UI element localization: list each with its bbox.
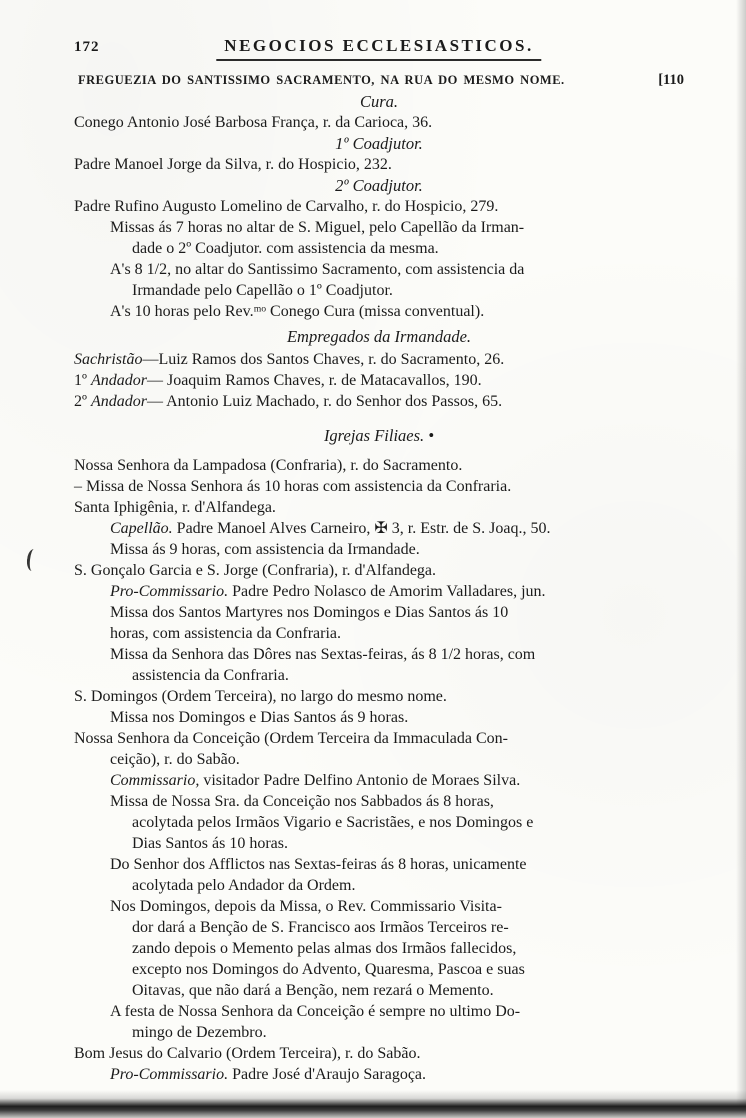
section-heading-row	[78, 72, 684, 89]
document-line: A's 10 horas pelo Rev.ᵐᵒ Conego Cura (missa conventual).	[110, 303, 485, 320]
document-line: – Missa de Nossa Senhora ás 10 horas com assistencia da Confraria.	[74, 478, 512, 495]
document-line: Pro-Commissario. Padre Pedro Nolasco de Amorim Valladares, jun.	[110, 583, 546, 600]
document-line: Do Senhor dos Afflictos nas Sextas-feiras ás 8 horas, unicamente	[110, 856, 527, 873]
document-line: Nossa Senhora da Lampadosa (Confraria), r. do Sacramento.	[74, 457, 463, 474]
document-line: Nos Domingos, depois da Missa, o Rev. Commissario Visita-	[110, 898, 502, 915]
page-number: 172	[74, 39, 100, 55]
document-line: Capellão. Padre Manoel Alves Carneiro, ✠ 3, r. Estr. de S. Joaq., 50.	[110, 520, 551, 537]
line-lead: Sachristão	[74, 351, 143, 368]
document-line: Padre Rufino Augusto Lomelino de Carvalho, r. do Hospicio, 279.	[74, 198, 499, 215]
document-line: 1º Andador— Joaquim Ramos Chaves, r. de Matacavallos, 190.	[74, 372, 482, 389]
scan-bottom-artifact	[0, 1090, 746, 1118]
scan-edge-shadow	[736, 0, 746, 1118]
line-lead: Commissario,	[110, 772, 200, 789]
document-line: Missa da Senhora das Dôres nas Sextas-feiras, ás 8 1/2 horas, com	[110, 646, 536, 663]
document-line: Missa dos Santos Martyres nos Domingos e Dias Santos ás 10	[110, 604, 509, 621]
document-subheading: Empregados da Irmandade.	[286, 327, 472, 346]
document-line: Padre Manoel Jorge da Silva, r. do Hospicio, 232.	[74, 156, 392, 173]
line-lead: Capellão.	[110, 520, 173, 537]
document-line: Irmandade pelo Capellão o 1º Coadjutor.	[132, 282, 393, 299]
document-line: mingo de Dezembro.	[132, 1024, 267, 1041]
document-line: Commissario, visitador Padre Delfino Antonio de Moraes Silva.	[110, 772, 521, 789]
document-line: ceição), r. do Sabão.	[110, 751, 240, 768]
document-line: Missa nos Domingos e Dias Santos ás 9 horas.	[110, 709, 409, 726]
section-heading: FREGUEZIA DO SANTISSIMO SACRAMENTO, NA RUA DO MESMO NOME.	[78, 73, 565, 87]
document-line: horas, com assistencia da Confraria.	[110, 625, 342, 642]
line-lead: Andador	[90, 372, 147, 389]
column-reference: [110	[658, 72, 684, 88]
document-line: Nossa Senhora da Conceição (Ordem Terceira da Immaculada Con-	[74, 730, 508, 747]
page-header	[74, 36, 684, 64]
document-line: 2º Andador— Antonio Luiz Machado, r. do Senhor dos Passos, 65.	[74, 393, 503, 410]
line-lead: Pro-Commissario.	[110, 1066, 229, 1083]
line-lead: Andador	[90, 393, 147, 410]
document-line: assistencia da Confraria.	[132, 667, 289, 684]
document-line: S. Domingos (Ordem Terceira), no largo do mesmo nome.	[74, 688, 447, 705]
line-lead: Pro-Commissario.	[110, 583, 229, 600]
document-line: zando depois o Memento pelas almas dos Irmãos fallecidos,	[132, 940, 517, 957]
document-line: Bom Jesus do Calvario (Ordem Terceira), r. do Sabão.	[74, 1045, 421, 1062]
document-line: Santa Iphigênia, r. d'Alfandega.	[74, 499, 276, 516]
document-line: dade o 2º Coadjutor. com assistencia da mesma.	[132, 240, 439, 257]
document-line: Missas ás 7 horas no altar de S. Miguel, pelo Capellão da Irman-	[110, 219, 525, 236]
document-line: Missa ás 9 horas, com assistencia da Irmandade.	[110, 541, 420, 558]
document-line: Pro-Commissario. Padre José d'Araujo Saragoça.	[110, 1066, 427, 1083]
document-line: excepto nos Domingos do Advento, Quaresma, Pascoa e suas	[132, 961, 525, 978]
document-body	[74, 91, 684, 1085]
document-line: S. Gonçalo Garcia e S. Jorge (Confraria), r. d'Alfandega.	[74, 562, 437, 579]
document-subheading: 1º Coadjutor.	[335, 134, 423, 153]
running-title: NEGOCIOS ECCLESIASTICOS.	[216, 36, 541, 61]
document-subheading: 2º Coadjutor.	[335, 176, 423, 195]
document-line: Sachristão—Luiz Ramos dos Santos Chaves, r. do Sacramento, 26.	[74, 351, 505, 368]
document-line: acolytada pelo Andador da Ordem.	[132, 877, 356, 894]
document-line: A's 8 1/2, no altar do Santissimo Sacramento, com assistencia da	[110, 261, 525, 278]
document-line: A festa de Nossa Senhora da Conceição é sempre no ultimo Do-	[110, 1003, 521, 1020]
document-line: Oitavas, que não dará a Benção, nem rezará o Memento.	[132, 982, 494, 999]
document-line: acolytada pelos Irmãos Vigario e Sacristães, e nos Domingos e	[132, 814, 534, 831]
document-subheading: Cura.	[359, 92, 399, 111]
document-subheading: Igrejas Filiaes. •	[323, 426, 435, 445]
margin-ink-mark	[26, 549, 38, 572]
document-line: Conego Antonio José Barbosa França, r. da Carioca, 36.	[74, 114, 433, 131]
document-line: dor dará a Benção de S. Francisco aos Irmãos Terceiros re-	[132, 919, 509, 936]
document-line: Missa de Nossa Sra. da Conceição nos Sabbados ás 8 horas,	[110, 793, 494, 810]
document-line: Dias Santos ás 10 horas.	[132, 835, 288, 852]
